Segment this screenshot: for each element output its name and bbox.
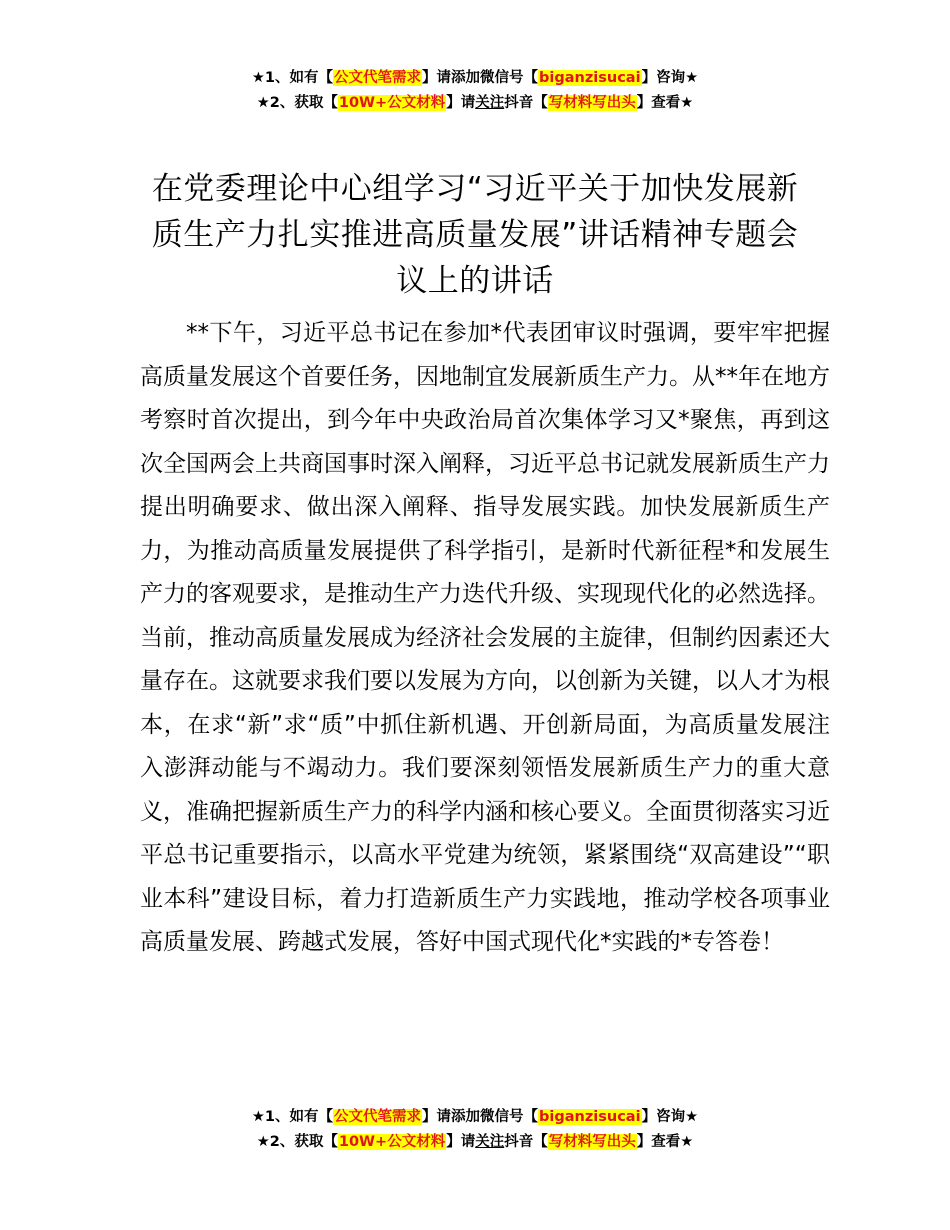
banner-text: ★1、如有【 <box>251 70 334 86</box>
banner-line-1 <box>0 66 950 91</box>
highlight-materials: 10W+公文材料 <box>338 1134 446 1150</box>
banner-text: 抖音【 <box>504 1134 548 1150</box>
highlight-service: 公文代笔需求 <box>334 1109 422 1125</box>
body-paragraph: **下午，习近平总书记在参加*代表团审议时强调，要牢牢把握高质量发展这个首要任务，因地制宜发展新质生产力。从**年在地方考察时首次提出，到今年中央政治局首次集体学习又*聚焦，再到这次全国两会上共商国事时深入阐释，习近平总书记就发展新质生产力提出明确要求、做出深入阐释、指导发展实践。加快发展新质生产力，为推动高质量发展提供了科学指引，是新时代新征程*和发展生产力的客观要求，是推动生产力迭代升级、实现现代化的必然选择。当前，推动高质量发展成为经济社会发展的主旋律，但制约因素还大量存在。这就要求我们要以发展为方向，以创新为关键，以人才为根本，在求“新”求“质”中抓住新机遇、开创新局面，为高质量发展注入澎湃动能与不竭动力。我们要深刻领悟发展新质生产力的重大意义，准确把握新质生产力的科学内涵和核心要义。全面贯彻落实习近平总书记重要指示，以高水平党建为统领，紧紧围绕“双高建设”“职业本科”建设目标，着力打造新质生产力实践地，推动学校各项事业高质量发展、跨越式发展，答好中国式现代化*实践的*专答卷！ <box>140 320 830 955</box>
banner-text: 】查看★ <box>636 1134 694 1150</box>
banner-line-2 <box>0 91 950 116</box>
footer-banner <box>0 1105 950 1155</box>
banner-text: ★2、获取【 <box>256 1134 338 1150</box>
banner-text: ★1、如有【 <box>251 1109 334 1125</box>
banner-underlined-text: 关注 <box>475 95 505 111</box>
highlight-service: 公文代笔需求 <box>334 70 422 86</box>
banner-text: 】咨询★ <box>641 70 699 86</box>
highlight-douyin-account: 写材料写出头 <box>548 95 636 111</box>
banner-text: ★2、获取【 <box>256 95 338 111</box>
banner-text: 】查看★ <box>636 95 694 111</box>
banner-text: 微信号【 <box>480 70 539 86</box>
banner-text: 添加 <box>451 70 481 86</box>
highlight-materials: 10W+公文材料 <box>338 95 446 111</box>
document-title: 在党委理论中心组学习“习近平关于加快发展新质生产力扎实推进高质量发展”讲话精神专题会议上的讲话 <box>151 171 799 299</box>
banner-text: 抖音【 <box>504 95 548 111</box>
banner-text: 微信号【 <box>480 1109 539 1125</box>
banner-line-2 <box>0 1130 950 1155</box>
banner-text: 】请 <box>446 95 476 111</box>
banner-line-1 <box>0 1105 950 1130</box>
banner-text: 】请 <box>422 1109 452 1125</box>
banner-text: 】请 <box>446 1134 476 1150</box>
highlight-douyin-account: 写材料写出头 <box>548 1134 636 1150</box>
header-banner <box>0 66 950 116</box>
highlight-wechat-id: biganzisucai <box>539 70 641 86</box>
banner-text: 】咨询★ <box>641 1109 699 1125</box>
banner-text: 】请 <box>422 70 452 86</box>
banner-text: 添加 <box>451 1109 481 1125</box>
highlight-wechat-id: biganzisucai <box>539 1109 641 1125</box>
banner-underlined-text: 关注 <box>475 1134 505 1150</box>
